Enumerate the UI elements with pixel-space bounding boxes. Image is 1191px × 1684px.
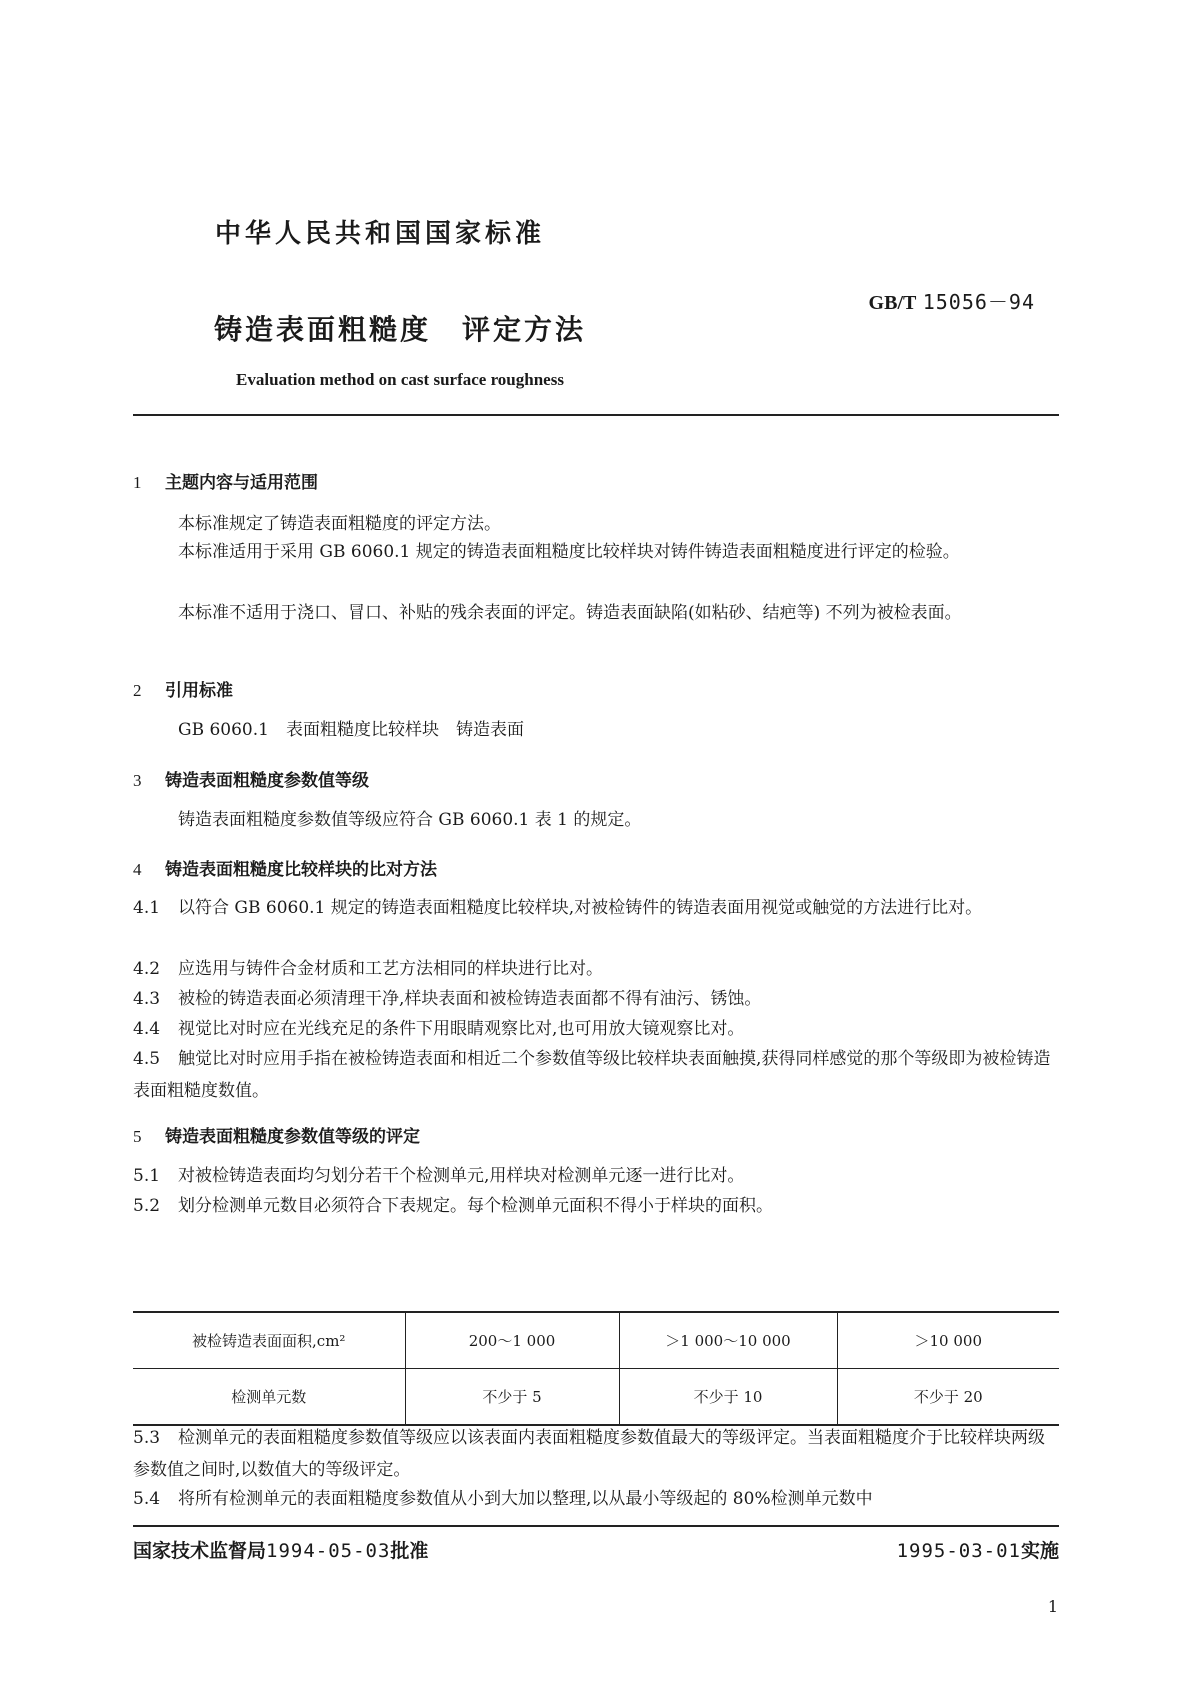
footer-divider (133, 1525, 1059, 1527)
table-cell: ＞10 000 (837, 1312, 1059, 1369)
section-3-heading: 3 铸造表面粗糙度参数值等级 (133, 771, 369, 791)
standard-prefix: GB/T (868, 292, 917, 314)
clause-4-1: 4.1 以符合 GB 6060.1 规定的铸造表面粗糙度比较样块,对被检铸件的铸造表面用视觉或触觉的方法进行比对。 (133, 898, 983, 918)
table-cell: 不少于 20 (837, 1369, 1059, 1426)
table-cell: 不少于 10 (619, 1369, 837, 1426)
clause-4-3: 4.3 被检的铸造表面必须清理干净,样块表面和被检铸造表面都不得有油污、锈蚀。 (133, 989, 762, 1009)
table-cell: ＞1 000～10 000 (619, 1312, 837, 1369)
clause-5-2: 5.2 划分检测单元数目必须符合下表规定。每个检测单元面积不得小于样块的面积。 (133, 1196, 773, 1216)
table-cell: 检测单元数 (133, 1369, 405, 1426)
clause-4-4: 4.4 视觉比对时应在光线充足的条件下用眼睛观察比对,也可用放大镜观察比对。 (133, 1019, 745, 1039)
table-cell: 200～1 000 (405, 1312, 619, 1369)
document-title: 铸造表面粗糙度 评定方法 (213, 313, 586, 346)
header-divider (133, 414, 1059, 416)
table-cell: 不少于 5 (405, 1369, 619, 1426)
table-row (133, 1312, 1059, 1369)
effective-line: 1995-03-01实施 (896, 1540, 1059, 1562)
inspection-unit-table (133, 1311, 1059, 1426)
standard-code: 15056－94 (922, 290, 1035, 314)
clause-4-2: 4.2 应选用与铸件合金材质和工艺方法相同的样块进行比对。 (133, 959, 603, 979)
table-row (133, 1369, 1059, 1426)
clause-5-1: 5.1 对被检铸造表面均匀划分若干个检测单元,用样块对检测单元逐一进行比对。 (133, 1166, 745, 1186)
section-1-para-2: 本标准适用于采用 GB 6060.1 规定的铸造表面粗糙度比较样块对铸件铸造表面粗糙度进行评定的检验。 (178, 542, 960, 562)
clause-5-3: 5.3 检测单元的表面粗糙度参数值等级应以该表面内表面粗糙度参数值最大的等级评定。当表面粗糙度介于比较样块两级参数值之间时,以数值大的等级评定。 (133, 1428, 1045, 1480)
clause-5-4: 5.4 将所有检测单元的表面粗糙度参数值从小到大加以整理,以从最小等级起的 80%检测单元数中 (133, 1489, 873, 1509)
section-4-heading: 4 铸造表面粗糙度比较样块的比对方法 (133, 860, 437, 880)
section-2-para-1: GB 6060.1 表面粗糙度比较样块 铸造表面 (178, 720, 524, 740)
section-3-para-1: 铸造表面粗糙度参数值等级应符合 GB 6060.1 表 1 的规定。 (178, 810, 642, 830)
section-5-heading: 5 铸造表面粗糙度参数值等级的评定 (133, 1127, 420, 1147)
page-number: 1 (1047, 1597, 1058, 1616)
approval-line: 国家技术监督局1994-05-03批准 (133, 1540, 429, 1562)
clause-4-5: 4.5 触觉比对时应用手指在被检铸造表面和相近二个参数值等级比较样块表面触摸,获得同样感觉的那个等级即为被检铸造表面粗糙度数值。 (133, 1049, 1051, 1101)
section-2-heading: 2 引用标准 (133, 681, 233, 701)
section-1-para-3: 本标准不适用于浇口、冒口、补贴的残余表面的评定。铸造表面缺陷(如粘砂、结疤等) 不列为被检表面。 (178, 603, 962, 623)
section-1-heading: 1 主题内容与适用范围 (133, 473, 318, 493)
document-title-english: Evaluation method on cast surface roughness (236, 370, 564, 389)
standard-number (869, 286, 1035, 315)
section-1-para-1: 本标准规定了铸造表面粗糙度的评定方法。 (178, 514, 501, 534)
national-standard-heading: 中华人民共和国国家标准 (214, 219, 545, 249)
table-cell: 被检铸造表面面积,cm² (133, 1312, 405, 1369)
